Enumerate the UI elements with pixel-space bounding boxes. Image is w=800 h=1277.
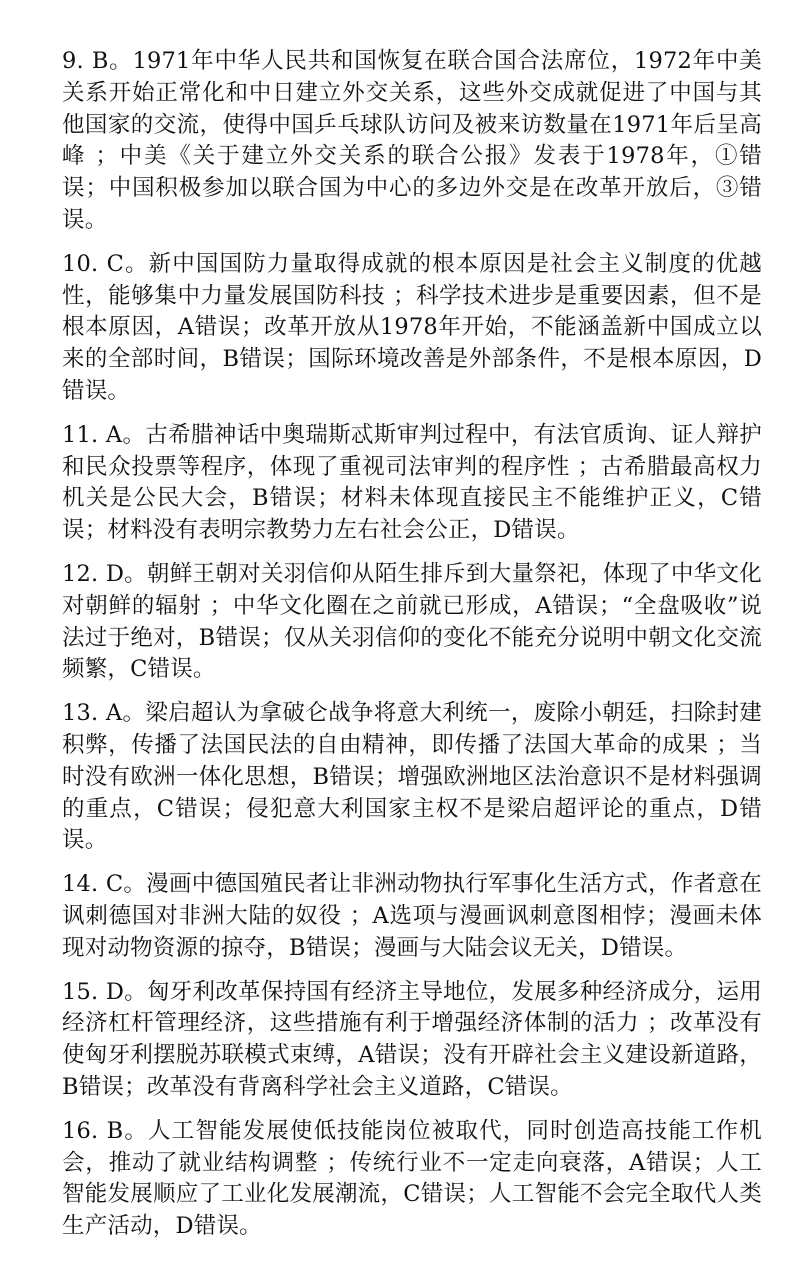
answer-explanations bbox=[62, 46, 762, 1255]
answer-item-12: 12. D。朝鲜王朝对关羽信仰从陌生排斥到大量祭祀，体现了中华文化对朝鲜的辐射 ；中华文化圈在之前就已形成，A错误；“全盘吸收”说法过于绝对，B错误；仅从关羽信仰的变化不能充分说明中朝文化交流频繁，C错误。 bbox=[62, 560, 762, 683]
answer-item-16: 16. B。人工智能发展使低技能岗位被取代，同时创造高技能工作机会，推动了就业结构调整 ；传统行业不一定走向衰落，A错误；人工智能发展顺应了工业化发展潮流，C错误；人工智能不会完全取代人类生产活动，D错误。 bbox=[62, 1117, 762, 1240]
answer-item-9: 9. B。1971年中华人民共和国恢复在联合国合法席位，1972年中美关系开始正常化和中日建立外交关系，这些外交成就促进了中国与其他国家的交流，使得中国乒乓球队访问及被来访数量在1971年后呈高峰 ；中美《关于建立外交关系的联合公报》发表于1978年，①错误；中国积极参加以联合国为中心的多边外交是在改革开放后，③错误。 bbox=[62, 48, 762, 233]
answer-item-14: 14. C。漫画中德国殖民者让非洲动物执行军事化生活方式，作者意在讽刺德国对非洲大陆的奴役 ；A选项与漫画讽刺意图相悖；漫画未体现对动物资源的掠夺，B错误；漫画与大陆会议无关，D错误。 bbox=[62, 871, 762, 961]
answer-item-15: 15. D。匈牙利改革保持国有经济主导地位，发展多种经济成分，运用经济杠杆管理经济，这些措施有利于增强经济体制的活力 ；改革没有使匈牙利摆脱苏联模式束缚，A错误；没有开辟社会主义建设新道路，B错误；改革没有背离科学社会主义道路，C错误。 bbox=[62, 978, 762, 1100]
answer-item-13: 13. A。梁启超认为拿破仑战争将意大利统一，废除小朝廷，扫除封建积弊，传播了法国民法的自由精神，即传播了法国大革命的成果 ；当时没有欧洲一体化思想，B错误；增强欧洲地区法治意识不是材料强调的重点，C错误；侵犯意大利国家主权不是梁启超评论的重点，D错误。 bbox=[62, 700, 762, 854]
answer-item-10: 10. C。新中国国防力量取得成就的根本原因是社会主义制度的优越性，能够集中力量发展国防科技 ；科学技术进步是重要因素，但不是根本原因，A错误；改革开放从1978年开始，不能涵盖新中国成立以来的全部时间，B错误；国际环境改善是外部条件，不是根本原因，D错误。 bbox=[62, 250, 762, 404]
answer-item-11: 11. A。古希腊神话中奥瑞斯忒斯审判过程中，有法官质询、证人辩护和民众投票等程序，体现了重视司法审判的程序性 ；古希腊最高权力机关是公民大会，B错误；材料未体现直接民主不能维护正义，C错误；材料没有表明宗教势力左右社会公正，D错误。 bbox=[62, 421, 762, 544]
